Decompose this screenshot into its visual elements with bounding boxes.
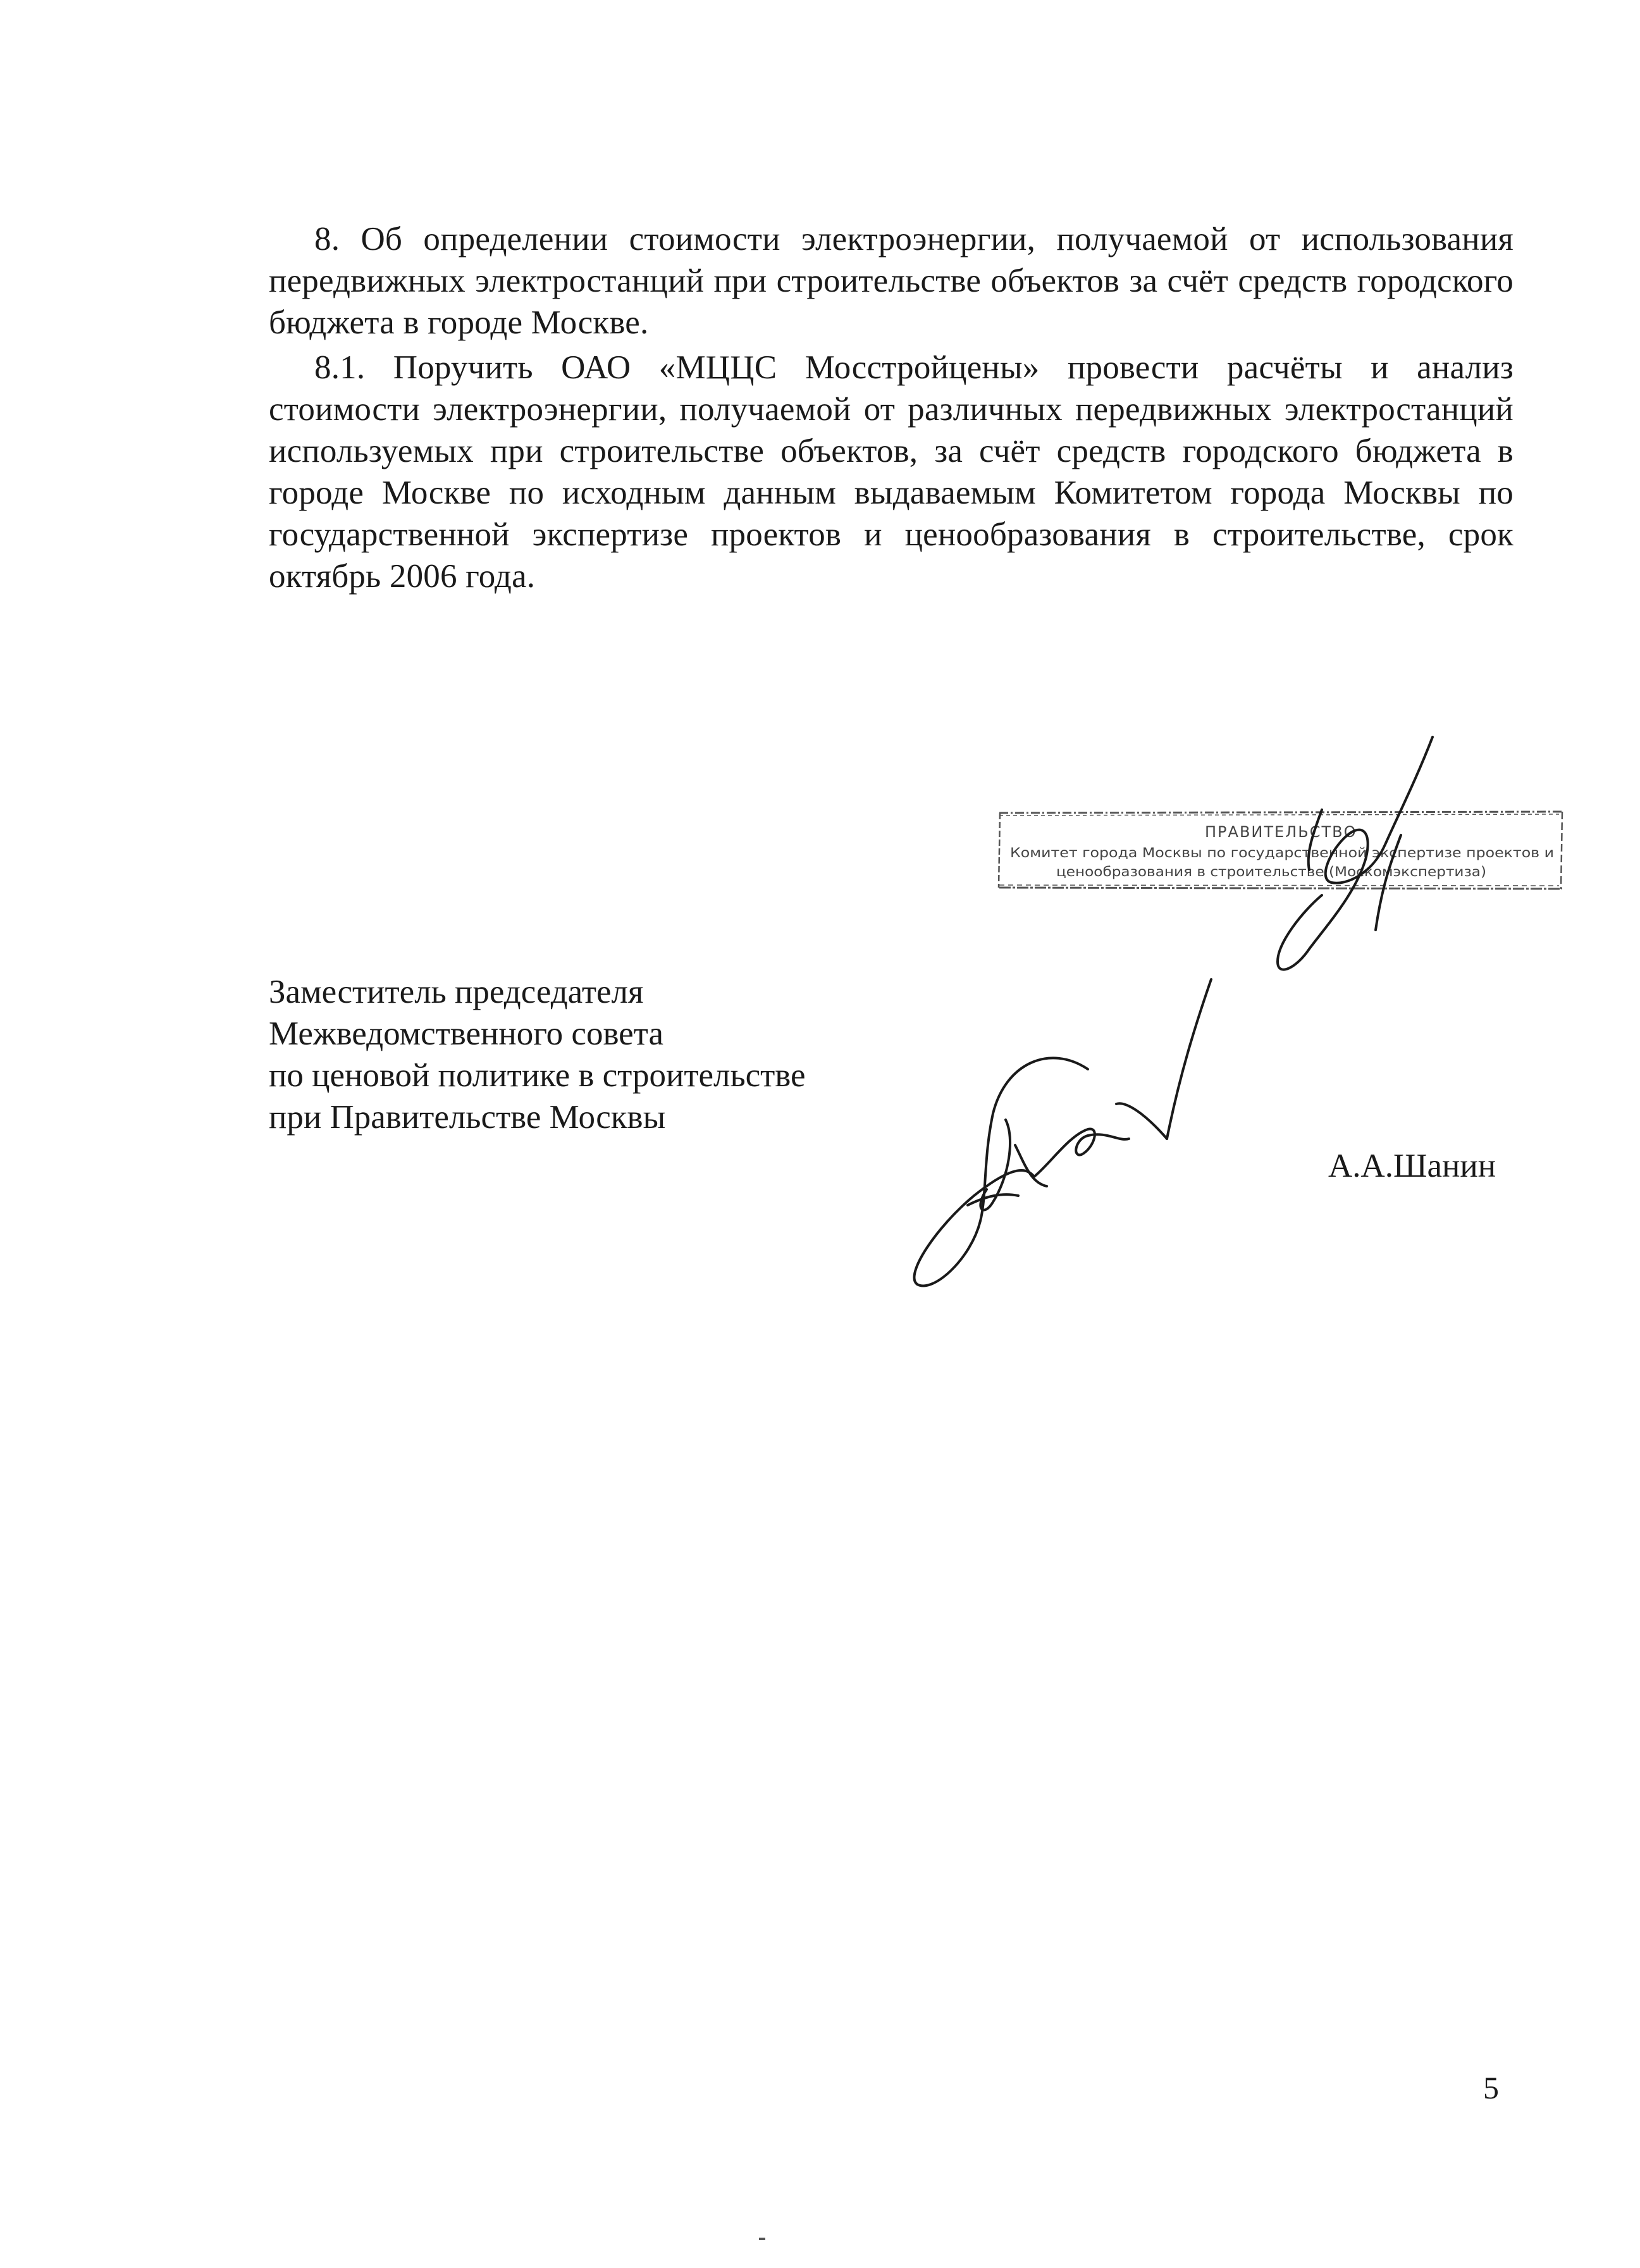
stamp-line1: ПРАВИТЕЛЬСТВО (1205, 823, 1357, 841)
signatory-title-line: Заместитель председателя (269, 974, 644, 1010)
stamp-line2: Комитет города Москвы по государственной экспертизе проектов и (1010, 845, 1554, 860)
signatory-title-line: при Правительстве Москвы (269, 1099, 666, 1136)
scan-mark-icon (758, 2236, 767, 2241)
signatory-title (269, 971, 806, 1138)
paragraph-8-1: 8.1. Поручить ОАО «МЦЦС Мосстройцены» провести расчёты и анализ стоимости электроэнергии, получаемой от различных передвижных электростанций используемых при строительстве объектов, за счёт средств городского бюджета в городе Москве по исходным данным выдаваемым Комитетом города Москвы по государственной экспертизе проектов и ценообразования в строительстве, срок октябрь 2006 года. (269, 349, 1514, 595)
signatory-title-line: Межведомственного совета (269, 1015, 664, 1052)
page-number: 5 (1483, 2070, 1499, 2105)
stamp-signature-icon (1183, 734, 1448, 987)
signatory-title-line: по ценовой политике в строительстве (269, 1057, 806, 1094)
paragraph-8: 8. Об определении стоимости электроэнергии, получаемой от использования передвижных электростанций при строительстве объектов за счёт средств городского бюджета в городе Москве. (269, 221, 1514, 341)
stamp-line3: ценообразования в строительстве (Москомэкспертиза) (1056, 864, 1486, 879)
signatory-name: А.А.Шанин (1328, 1148, 1496, 1184)
handwritten-signature-icon (898, 974, 1252, 1303)
